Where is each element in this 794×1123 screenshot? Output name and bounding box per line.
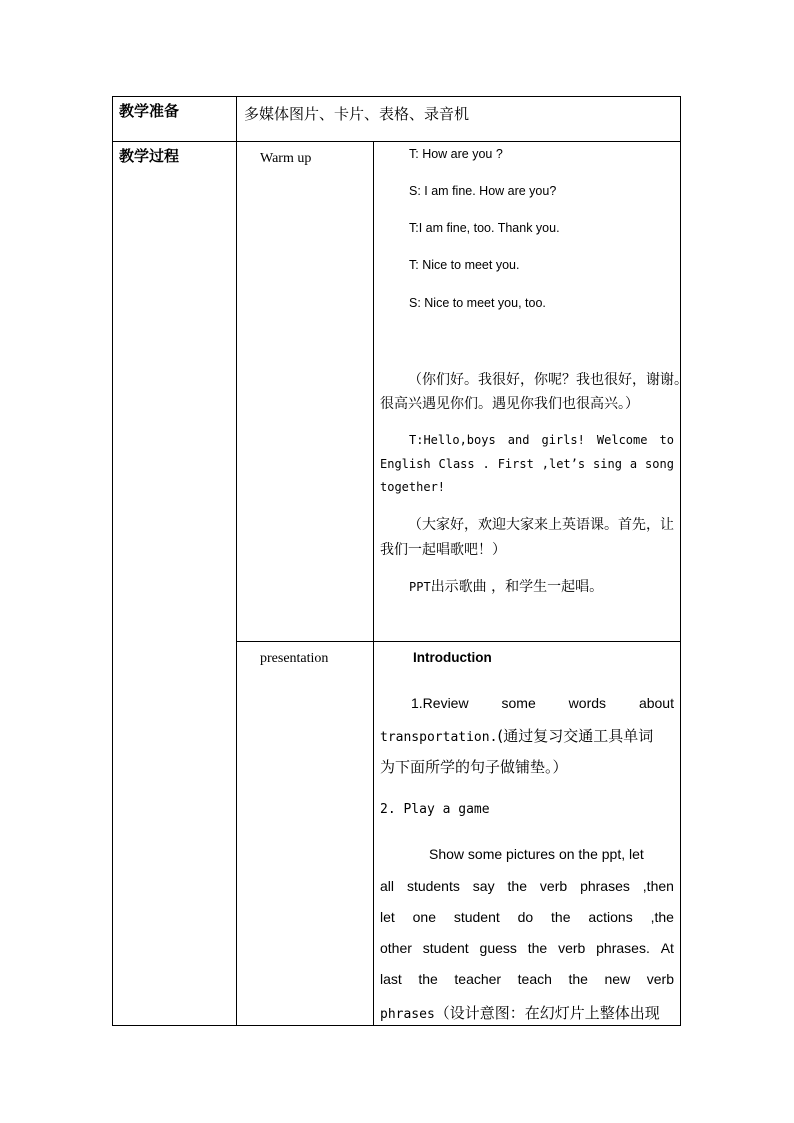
word: actions xyxy=(588,909,633,925)
cn-translation-line: 很高兴遇见你们。遇见你我们也很高兴。） xyxy=(380,396,639,412)
word: and xyxy=(507,433,530,447)
prep-label: 教学准备 xyxy=(119,102,180,120)
item1-word: transportation. xyxy=(380,730,498,745)
prep-content: 多媒体图片、卡片、表格、录音机 xyxy=(244,105,470,123)
column-divider-label xyxy=(236,96,237,1026)
dialog-line: T: How are you ? xyxy=(409,147,503,161)
word: verb xyxy=(558,940,586,956)
table-border-bottom xyxy=(112,1025,681,1026)
game-cn: （设计意图：在幻灯片上整体出现 xyxy=(434,1004,660,1022)
ppt-instruction xyxy=(409,576,603,596)
dialog-line: S: Nice to meet you, too. xyxy=(409,296,546,310)
game-line xyxy=(380,1002,660,1023)
stage-presentation: presentation xyxy=(260,651,329,666)
item1-line: 为下面所学的句子做铺垫。） xyxy=(380,758,568,776)
item2-title: 2. Play a game xyxy=(380,802,490,817)
word: student xyxy=(422,940,469,956)
word: teacher xyxy=(454,971,502,987)
word: the xyxy=(527,940,548,956)
word: a xyxy=(629,457,638,471)
dialog-line: T: Nice to meet you. xyxy=(409,258,520,272)
intro-title: Introduction xyxy=(413,650,492,665)
word: T:Hello,boys xyxy=(409,433,496,447)
cn-translation-line: （你们好。我很好，你呢？我也很好，谢谢。 xyxy=(408,372,688,388)
game-line xyxy=(380,971,674,987)
word: one xyxy=(412,909,436,925)
row-divider-warmup xyxy=(236,641,681,642)
word: Class xyxy=(438,457,475,471)
word: song xyxy=(645,457,674,471)
dialog-line: S: I am fine. How are you? xyxy=(409,184,557,198)
word: student xyxy=(453,909,500,925)
word: phrases. xyxy=(596,940,650,956)
table-border-top xyxy=(112,96,681,97)
word: all xyxy=(380,878,395,894)
word: new xyxy=(604,971,631,987)
game-line xyxy=(380,878,674,894)
game-word: phrases xyxy=(380,1007,435,1022)
word: teach xyxy=(517,971,552,987)
greeting-line xyxy=(409,433,674,447)
word: let xyxy=(380,909,395,925)
game-line xyxy=(380,909,674,925)
game-line: Show some pictures on the ppt, let xyxy=(429,846,644,862)
game-line xyxy=(380,940,674,956)
word: English xyxy=(380,457,431,471)
word: guess xyxy=(479,940,517,956)
word: other xyxy=(380,940,412,956)
word: 1.Review xyxy=(411,695,469,711)
stage-warm-up: Warm up xyxy=(260,151,312,166)
word: say xyxy=(472,878,495,894)
word: First xyxy=(497,457,534,471)
word: the xyxy=(418,971,438,987)
dialog-line: T:I am fine, too. Thank you. xyxy=(409,221,560,235)
cn-translation-line: 我们一起唱歌吧！） xyxy=(380,542,506,558)
item1-cn: (通过复习交通工具单词 xyxy=(497,727,654,745)
word: Welcome xyxy=(596,433,648,447)
word: girls! xyxy=(541,433,585,447)
word: At xyxy=(660,940,674,956)
cn-translation-line: （大家好，欢迎大家来上英语课。首先，让 xyxy=(408,517,674,533)
word: words xyxy=(568,695,607,711)
word: . xyxy=(482,457,490,471)
word: the xyxy=(507,878,527,894)
word: students xyxy=(406,878,460,894)
word: about xyxy=(638,695,674,711)
word: do xyxy=(517,909,534,925)
table-border-right xyxy=(680,96,681,1026)
ppt-word: PPT xyxy=(409,580,431,594)
word: verb xyxy=(646,971,674,987)
word: some xyxy=(501,695,536,711)
word: phrases xyxy=(580,878,630,894)
table-border-left xyxy=(112,96,113,1026)
word: the xyxy=(551,909,571,925)
column-divider-stage xyxy=(373,141,374,1026)
word: verb xyxy=(539,878,568,894)
row-divider-prep xyxy=(112,141,681,142)
word: ,let’s xyxy=(541,457,586,471)
word: ,the xyxy=(650,909,674,925)
greeting-line: together! xyxy=(380,480,446,494)
ppt-instruction-text: 出示歌曲 ，和学生一起唱。 xyxy=(430,579,604,595)
word: sing xyxy=(593,457,622,471)
word: ,then xyxy=(642,878,674,894)
word: the xyxy=(568,971,588,987)
item1-line xyxy=(411,695,674,711)
process-label: 教学过程 xyxy=(119,147,180,165)
greeting-line xyxy=(380,457,674,471)
word: last xyxy=(380,971,402,987)
word: to xyxy=(659,433,674,447)
item1-line xyxy=(380,725,653,746)
